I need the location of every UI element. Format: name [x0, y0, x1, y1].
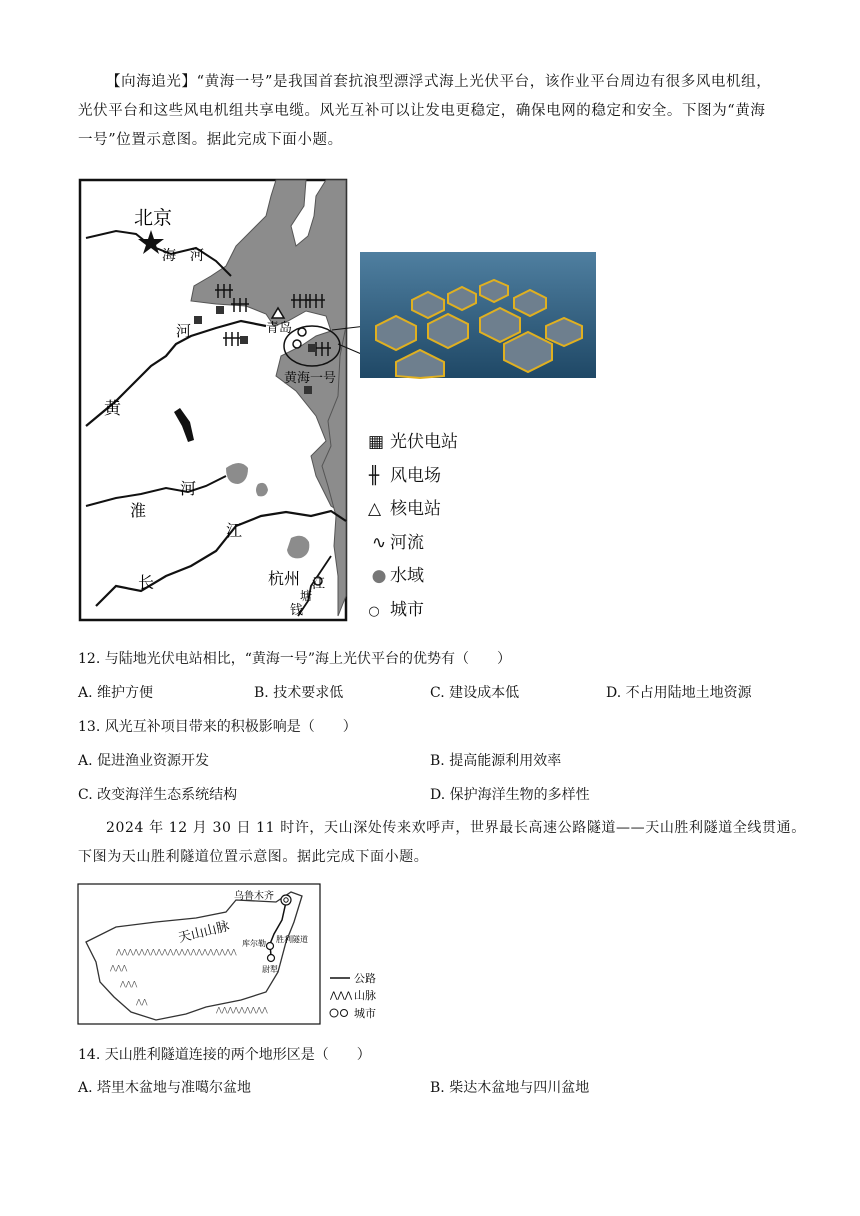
- legend-item: [368, 493, 458, 527]
- label-yuli: 尉犁: [262, 965, 278, 974]
- legend-label: 山脉: [354, 989, 376, 1002]
- legend-label: 风电场: [390, 465, 441, 486]
- intro2-line: 2024 年 12 月 30 日 11 时许，天山深处传来欢呼声，世界最长高速公路隧道——天山胜利隧道全线贯通。: [106, 820, 806, 836]
- qingdao-city-icon: [298, 328, 306, 336]
- label-qiantang-qian: 钱: [290, 603, 304, 618]
- label-beijing: 北京: [134, 207, 173, 229]
- city-icon: [341, 1010, 348, 1017]
- q12-option-c[interactable]: C. 建设成本低: [430, 685, 520, 701]
- label-qiantang-jiang: 江: [312, 577, 326, 592]
- map2-legend: [329, 972, 376, 1020]
- wind-farm-icon: ╫: [368, 465, 380, 486]
- label-qingdao: 青岛: [266, 321, 293, 336]
- solar-station-icon: ▦: [368, 432, 385, 452]
- legend-item: [368, 460, 458, 494]
- tianshan-tunnel-map: [76, 882, 386, 1028]
- label-chang: 长: [138, 573, 155, 592]
- q14-option-b[interactable]: B. 柴达木盆地与四川盆地: [430, 1080, 590, 1096]
- legend-label: 核电站: [390, 499, 441, 519]
- label-tunnel: 胜利隧道: [276, 935, 308, 944]
- label-huai: 淮: [130, 501, 147, 520]
- water-area-icon: ●: [371, 566, 387, 586]
- huanghai1-point-icon: [293, 340, 301, 348]
- intro-line: 光伏平台和这些风电机组共享电缆。风光互补可以让发电更稳定，确保电网的稳定和安全。下图为“黄海: [78, 103, 766, 119]
- label-tianshan: 天山山脉: [176, 918, 231, 947]
- korla-city-icon: [267, 943, 274, 950]
- city-icon: [330, 1009, 338, 1017]
- label-korla: 库尔勒: [242, 939, 266, 948]
- yuli-city-icon: [268, 955, 275, 962]
- legend-label: 城市: [354, 1007, 376, 1020]
- q12-option-a[interactable]: A. 维护方便: [78, 685, 154, 701]
- mountain-icon: ⋀⋀⋀: [330, 991, 353, 1001]
- q12-option-d[interactable]: D. 不占用陆地土地资源: [606, 685, 752, 701]
- legend-item: [368, 560, 458, 594]
- question-13-stem: 13. 风光互补项目带来的积极影响是（ ）: [78, 719, 357, 735]
- label-hai: 海: [162, 248, 176, 264]
- label-jiang: 江: [226, 521, 243, 540]
- intro-line: 一号”位置示意图。据此完成下面小题。: [78, 132, 343, 148]
- q13-option-b[interactable]: B. 提高能源利用效率: [430, 753, 562, 769]
- nuclear-station-icon: △: [368, 499, 382, 519]
- question-14-stem: 14. 天山胜利隧道连接的两个地形区是（ ）: [78, 1047, 371, 1063]
- legend-item: [368, 426, 458, 460]
- question-12-stem: 12. 与陆地光伏电站相比，“黄海一号”海上光伏平台的优势有（ ）: [78, 651, 512, 667]
- q12-option-b[interactable]: B. 技术要求低: [254, 685, 344, 701]
- label-he-mid: 河: [180, 479, 197, 498]
- legend-item: [368, 594, 458, 629]
- legend-label: 城市: [390, 599, 424, 620]
- floating-solar-photo: [360, 252, 596, 378]
- legend-label: 河流: [390, 532, 424, 553]
- river-icon: ∿: [371, 532, 387, 553]
- city-icon: ○: [368, 603, 380, 619]
- svg-text:⋀⋀⋀⋀⋀⋀⋀⋀⋀: ⋀⋀⋀⋀⋀⋀⋀⋀⋀: [216, 1006, 268, 1014]
- label-he-left: 河: [176, 322, 192, 340]
- legend-item: [368, 527, 458, 561]
- intro-line: 【向海追光】“黄海一号”是我国首套抗浪型漂浮式海上光伏平台，该作业平台周边有很多风电机组，: [106, 74, 772, 90]
- label-hangzhou: 杭州: [268, 569, 301, 588]
- q13-option-c[interactable]: C. 改变海洋生态系统结构: [78, 787, 238, 803]
- q13-option-a[interactable]: A. 促进渔业资源开发: [78, 753, 210, 769]
- legend-label: 公路: [354, 972, 376, 985]
- svg-text:⋀⋀: ⋀⋀: [136, 998, 148, 1006]
- legend-label: 光伏电站: [390, 432, 458, 452]
- intro2-paragraph: [78, 814, 806, 872]
- label-urumqi: 乌鲁木齐: [234, 891, 274, 902]
- urumqi-city-icon: [281, 895, 291, 905]
- intro2-line: 下图为天山胜利隧道位置示意图。据此完成下面小题。: [78, 849, 429, 865]
- label-huang: 黄: [104, 399, 121, 419]
- q13-option-d[interactable]: D. 保护海洋生物的多样性: [430, 787, 590, 803]
- svg-text:⋀⋀⋀: ⋀⋀⋀: [110, 964, 128, 972]
- label-he-top: 河: [190, 248, 204, 264]
- label-qiantang-tang: 塘: [300, 589, 313, 603]
- intro-paragraph: [78, 68, 798, 155]
- q14-option-a[interactable]: A. 塔里木盆地与准噶尔盆地: [78, 1080, 252, 1096]
- huanghai-location-map: [76, 176, 636, 626]
- map1-legend: [368, 426, 458, 628]
- svg-text:⋀⋀⋀⋀⋀⋀⋀⋀⋀⋀⋀⋀⋀⋀⋀⋀⋀⋀⋀⋀⋀: ⋀⋀⋀⋀⋀⋀⋀⋀⋀⋀⋀⋀⋀⋀⋀⋀⋀⋀⋀⋀⋀: [116, 948, 237, 956]
- svg-text:⋀⋀⋀: ⋀⋀⋀: [120, 980, 138, 988]
- legend-label: 水域: [390, 566, 424, 586]
- label-huanghai1: 黄海一号: [284, 371, 337, 386]
